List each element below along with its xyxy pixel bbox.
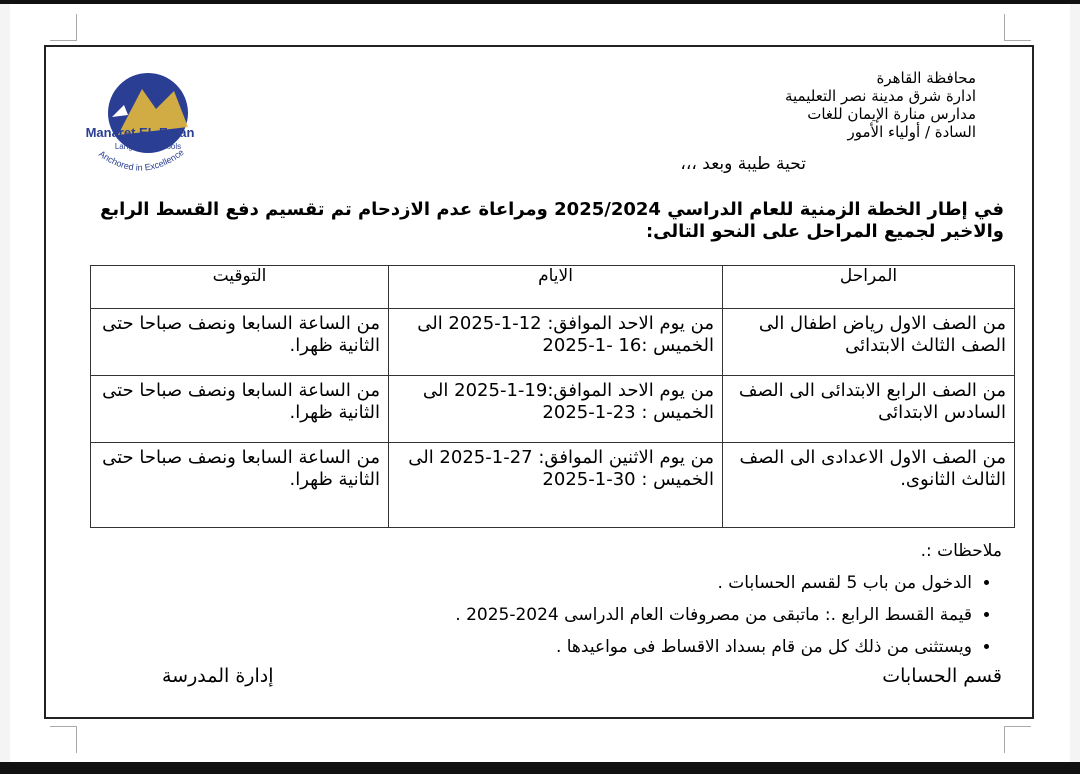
intro-paragraph: في إطار الخطة الزمنية للعام الدراسي 2025/2024 ومراعاة عدم الازدحام تم تقسيم دفع القسط الرابع والاخير لجميع المراحل على النحو التالى: bbox=[100, 199, 1004, 242]
table-row bbox=[91, 376, 1015, 443]
col-header-days: الايام bbox=[389, 266, 723, 309]
letter-frame bbox=[44, 45, 1034, 719]
header-line: السادة / أولياء الأمور bbox=[847, 123, 976, 141]
school-logo bbox=[84, 69, 206, 181]
col-header-timing: التوقيت bbox=[91, 266, 389, 309]
logo-sub: Language Schools bbox=[114, 142, 182, 151]
cell-timing: من الساعة السابعا ونصف صباحا حتى الثانية ظهرا. bbox=[91, 376, 389, 443]
note-item: • الدخول من باب 5 لقسم الحسابات . bbox=[455, 567, 972, 599]
crop-mark-bottom-right bbox=[1004, 726, 1031, 753]
crop-mark-top-left bbox=[50, 14, 77, 41]
header-line: ادارة شرق مدينة نصر التعليمية bbox=[784, 87, 976, 105]
table-row bbox=[91, 443, 1015, 528]
payment-schedule-table bbox=[90, 265, 1015, 528]
cell-days: من يوم الاحد الموافق:19-1-2025 الى الخميس : 23-1-2025 bbox=[389, 376, 723, 443]
cell-stage: من الصف الرابع الابتدائى الى الصف السادس الابتدائى bbox=[723, 376, 1015, 443]
letter-header bbox=[785, 69, 976, 141]
cell-days: من يوم الاثنين الموافق: 27-1-2025 الى الخميس : 30-1-2025 bbox=[389, 443, 723, 528]
logo-tagline: Anchored in Excellence bbox=[96, 147, 186, 173]
table-header-row bbox=[91, 266, 1015, 309]
table-row bbox=[91, 309, 1015, 376]
cell-days: من يوم الاحد الموافق: 12-1-2025 الى الخميس :16 -1-2025 bbox=[389, 309, 723, 376]
signature-school: إدارة المدرسة bbox=[162, 665, 274, 687]
cell-timing: من الساعة السابعا ونصف صباحا حتى الثانية ظهرا. bbox=[91, 309, 389, 376]
logo-name: Manaret EL Eman bbox=[85, 125, 195, 140]
crop-mark-top-right bbox=[1004, 14, 1031, 41]
note-item: • ويستثنى من ذلك كل من قام بسداد الاقساط فى مواعيدها . bbox=[455, 631, 972, 663]
signature-accounts: قسم الحسابات bbox=[882, 665, 1002, 687]
cell-stage: من الصف الاول رياض اطفال الى الصف الثالث الابتدائى bbox=[723, 309, 1015, 376]
header-line: محافظة القاهرة bbox=[876, 69, 976, 87]
greeting: تحية طيبة وبعد ،،، bbox=[680, 154, 806, 174]
note-item: • قيمة القسط الرابع .: ماتبقى من مصروفات العام الدراسى 2024-2025 . bbox=[455, 599, 972, 631]
col-header-stages: المراحل bbox=[723, 266, 1015, 309]
header-line: مدارس منارة الإيمان للغات bbox=[807, 105, 976, 123]
notes-title: ملاحظات :. bbox=[920, 541, 1002, 561]
crop-mark-bottom-left bbox=[50, 726, 77, 753]
notes-list bbox=[455, 567, 1000, 663]
cell-stage: من الصف الاول الاعدادى الى الصف الثالث الثانوى. bbox=[723, 443, 1015, 528]
bottom-edge bbox=[0, 762, 1080, 774]
cell-timing: من الساعة السابعا ونصف صباحا حتى الثانية ظهرا. bbox=[91, 443, 389, 528]
